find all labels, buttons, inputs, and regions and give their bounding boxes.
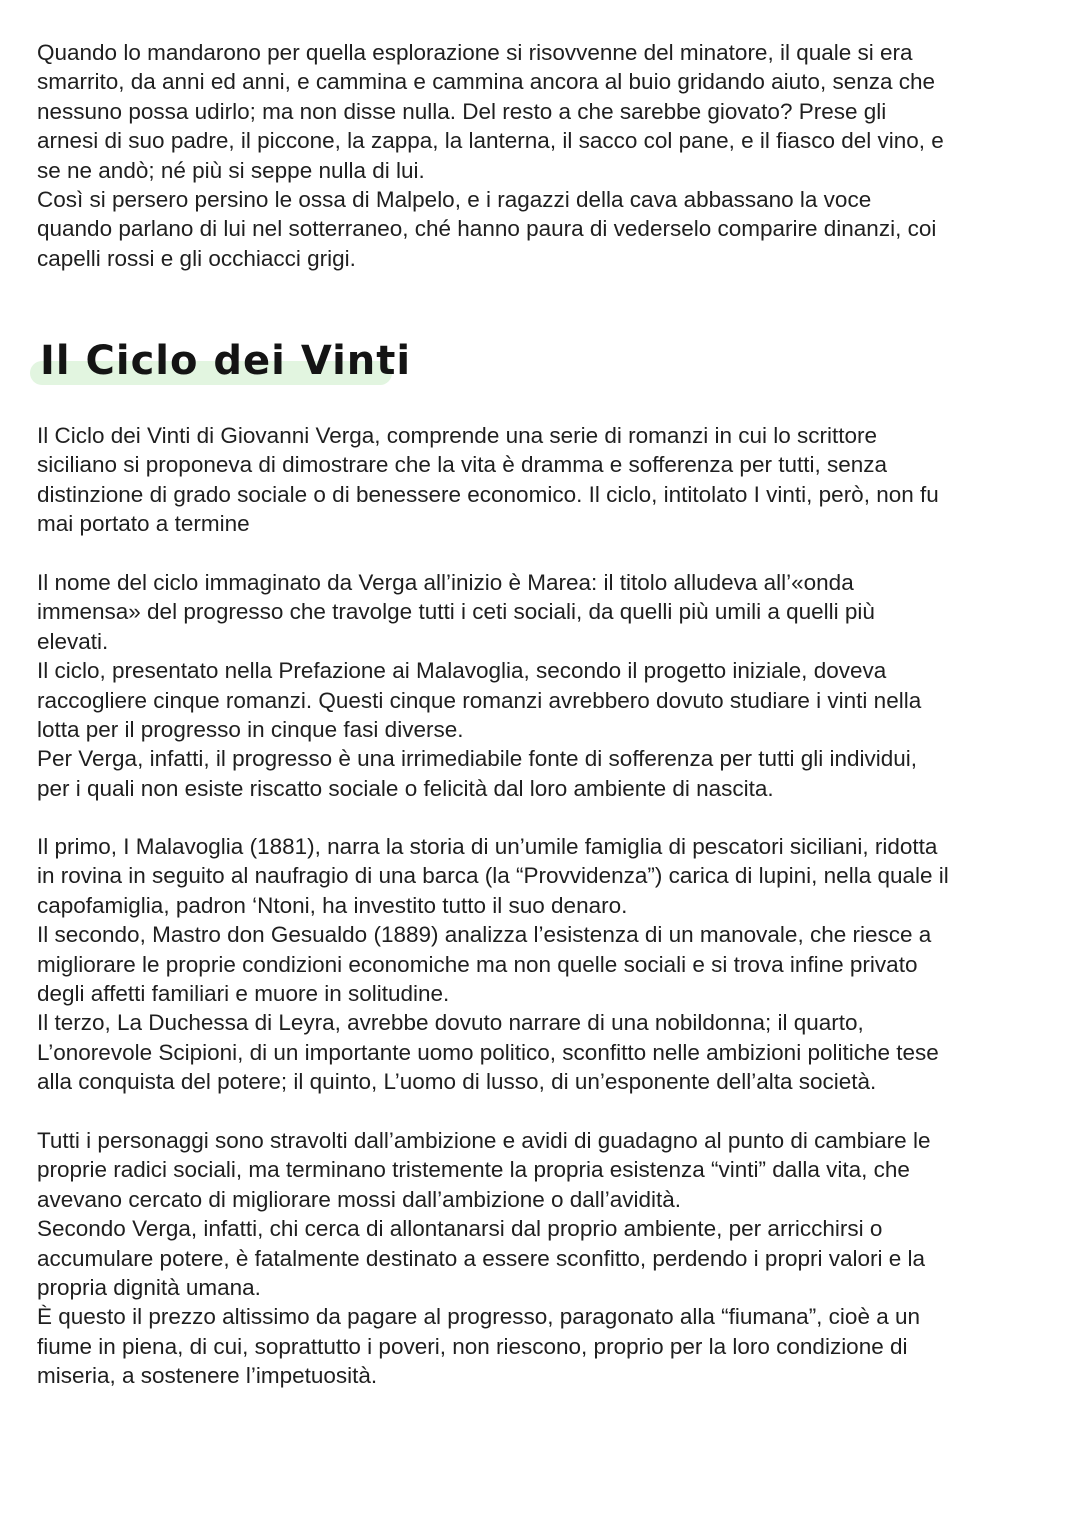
text-line: elevati.: [37, 628, 109, 654]
paragraph-introduction: [37, 421, 1052, 539]
text-line: nessuno possa udirlo; ma non disse nulla. Del resto a che sarebbe giovato? Prese gli: [37, 98, 887, 124]
text-line: avevano cercato di migliorare mossi dall’ambizione o dall’avidità.: [37, 1186, 682, 1212]
text-line: capelli rossi e gli occhiacci grigi.: [37, 245, 356, 271]
text-line: proprie radici sociali, ma terminano tristemente la propria esistenza “vinti” dalla vita, che: [37, 1157, 910, 1183]
text-line: propria dignità umana.: [37, 1275, 261, 1301]
text-line: Quando lo mandarono per quella esplorazione si risovvenne del minatore, il quale si era: [37, 40, 913, 65]
text-line: per i quali non esiste riscatto sociale o felicità dal loro ambiente di nascita.: [37, 775, 774, 801]
text-line: lotta per il progresso in cinque fasi diverse.: [37, 717, 464, 743]
text-line: fiume in piena, di cui, soprattutto i poveri, non riescono, proprio per la loro condizione di: [37, 1333, 908, 1359]
text-line: se ne andò; né più si seppe nulla di lui.: [37, 157, 425, 183]
text-line: Il nome del ciclo immaginato da Verga all’inizio è Marea: il titolo alludeva all’«onda: [37, 570, 854, 595]
text-line: in rovina in seguito al naufragio di una barca (la “Provvidenza”) carica di lupini, nella quale il: [37, 863, 949, 889]
text-line: Per Verga, infatti, il progresso è una irrimediabile fonte di sofferenza per tutti gli individui,: [37, 746, 918, 772]
text-line: Il terzo, La Duchessa di Leyra, avrebbe dovuto narrare di una nobildonna; il quarto,: [37, 1010, 864, 1036]
text-line: accumulare potere, è fatalmente destinato a essere sconfitto, perdendo i propri valori e la: [37, 1245, 926, 1271]
section-heading: [28, 334, 412, 390]
text-line: Il secondo, Mastro don Gesualdo (1889) analizza l’esistenza di un manovale, che riesce a: [37, 922, 932, 948]
text-line: Così si persero persino le ossa di Malpelo, e i ragazzi della cava abbassano la voce: [37, 187, 872, 213]
text-line: raccogliere cinque romanzi. Questi cinque romanzi avrebbero dovuto studiare i vinti nella: [37, 687, 922, 713]
heading-title: Il Ciclo dei Vinti: [40, 338, 412, 384]
text-line: Il primo, I Malavoglia (1881), narra la storia di un’umile famiglia di pescatori siciliani, ridotta: [37, 834, 938, 859]
intro-paragraph: [37, 38, 1052, 273]
paragraph-marea: [37, 568, 1052, 803]
text-line: È questo il prezzo altissimo da pagare al progresso, paragonato alla “fiumana”, cioè a un: [37, 1304, 921, 1330]
text-line: miseria, a sostenere l’impetuosità.: [37, 1363, 378, 1389]
text-line: mai portato a termine: [37, 511, 250, 537]
text-line: migliorare le proprie condizioni economiche ma non quelle sociali e si trova infine privato: [37, 951, 918, 977]
paragraph-personaggi: [37, 1126, 1052, 1391]
paragraph-romanzi: [37, 832, 1052, 1097]
text-line: arnesi di suo padre, il piccone, la zappa, la lanterna, il sacco col pane, e il fiasco del vino, e: [37, 128, 944, 154]
text-line: siciliano si proponeva di dimostrare che la vita è dramma e sofferenza per tutti, senza: [37, 452, 888, 478]
text-line: Il Ciclo dei Vinti di Giovanni Verga, comprende una serie di romanzi in cui lo scrittore: [37, 423, 877, 448]
text-line: quando parlano di lui nel sotterraneo, ché hanno paura di vederselo comparire dinanzi, coi: [37, 216, 937, 242]
text-line: smarrito, da anni ed anni, e cammina e cammina ancora al buio gridando aiuto, senza che: [37, 69, 936, 95]
text-line: Il ciclo, presentato nella Prefazione ai Malavoglia, secondo il progetto iniziale, doveva: [37, 658, 887, 684]
text-line: degli affetti familiari e muore in solitudine.: [37, 981, 450, 1007]
text-line: distinzione di grado sociale o di benessere economico. Il ciclo, intitolato I vinti, però, non fu: [37, 481, 939, 507]
text-line: Tutti i personaggi sono stravolti dall’ambizione e avidi di guadagno al punto di cambiare le: [37, 1128, 931, 1153]
text-line: L’onorevole Scipioni, di un importante uomo politico, sconfitto nelle ambizioni politiche tese: [37, 1039, 939, 1065]
text-line: immensa» del progresso che travolge tutti i ceti sociali, da quelli più umili a quelli più: [37, 599, 875, 625]
text-line: alla conquista del potere; il quinto, L’uomo di lusso, di un’esponente dell’alta società.: [37, 1069, 877, 1095]
text-line: capofamiglia, padron ‘Ntoni, ha investito tutto il suo denaro.: [37, 892, 628, 918]
text-line: Secondo Verga, infatti, chi cerca di allontanarsi dal proprio ambiente, per arricchirsi o: [37, 1216, 883, 1242]
